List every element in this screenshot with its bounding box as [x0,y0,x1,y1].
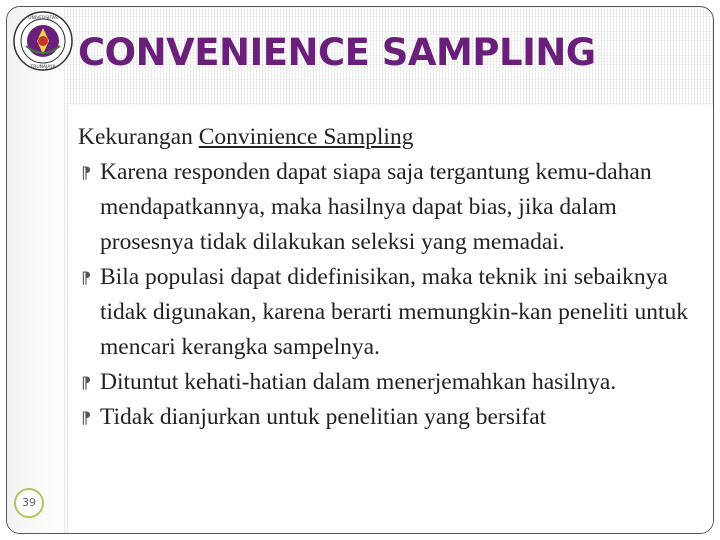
heading-underlined: Convinience Sampling [198,124,414,150]
heading-prefix: Kekurangan [78,124,199,150]
page-number: 39 [14,488,44,518]
svg-text:UNIVERSITAS: UNIVERSITAS [28,16,58,21]
bullet-text: Tidak dianjurkan untuk penelitian yang bersifat [100,404,547,430]
slide-body [78,120,708,435]
slide-title: CONVENIENCE SAMPLING [78,31,596,74]
svg-text:TRUNAJAYA: TRUNAJAYA [30,65,56,70]
bullet-icon: ⁋ [81,373,92,392]
bullet-icon: ⁋ [81,163,92,182]
bullet-icon: ⁋ [81,408,92,427]
bullet-item [78,260,708,365]
university-logo-icon [12,10,74,72]
bullet-item [78,365,708,400]
content-heading [78,120,708,155]
bullet-text: Bila populasi dapat didefinisikan, maka teknik ini sebaiknya tidak digunakan, karena berarti memungkin-kan peneliti untuk mencari kerangka sampelnya. [100,264,688,360]
bullet-item [78,155,708,260]
bullet-text: Dituntut kehati-hatian dalam menerjemahkan hasilnya. [100,369,617,395]
bullet-icon: ⁋ [81,268,92,287]
bullet-item [78,400,708,435]
left-rail [7,7,63,533]
bullet-text: Karena responden dapat siapa saja tergantung kemu-dahan mendapatkannya, maka hasilnya dapat bias, jika dalam prosesnya tidak dilakukan seleksi yang memadai. [100,159,652,255]
